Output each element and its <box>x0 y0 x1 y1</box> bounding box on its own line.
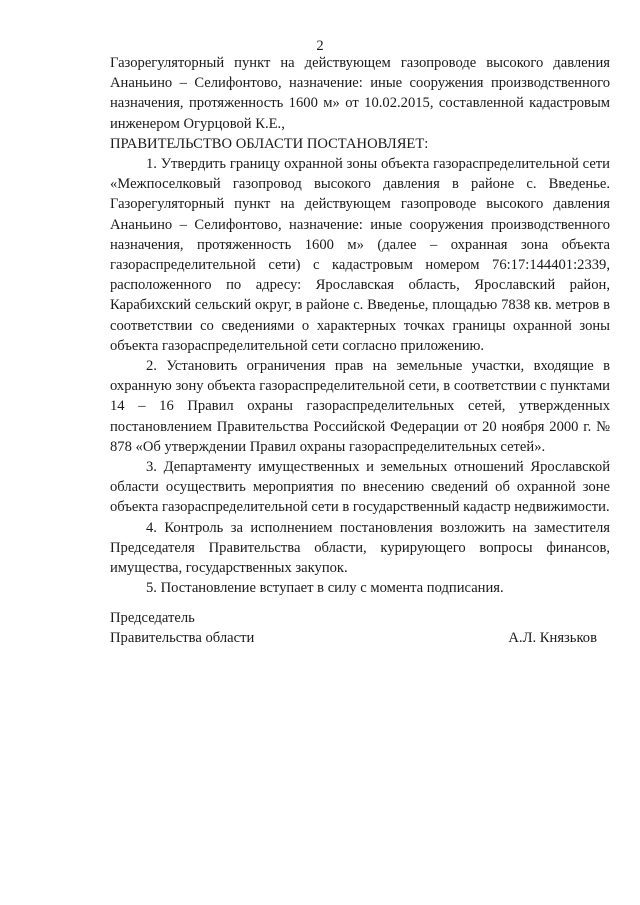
clause-4: 4. Контроль за исполнением постановления возложить на заместителя Председателя Правительства области, курирующего вопросы финансов, имущества, государственных закупок. <box>110 519 610 577</box>
document-body <box>110 53 610 598</box>
signatory-title-line1: Председатель <box>110 610 195 626</box>
clause-5: 5. Постановление вступает в силу с момента подписания. <box>146 580 504 597</box>
clause-1: 1. Утвердить границу охранной зоны объекта газораспределительной сети «Межпоселковый газопровод высокого давления в районе с. Введенье. Газорегуляторный пункт на действующем газопроводе высокого давления Ананьино – Селифонтово, назначение: иные сооружения производственного назначения, протяженность 1600 м» (далее – охранная зона объекта газораспределительной сети) с кадастровым номером 76:17:144401:2339, расположенного по адресу: Ярославская область, Ярославский район, Карабихский сельский округ, в районе с. Введенье, площадью 7838 кв. метров в соответствии со сведениями о характерных точках границы охранной зоны объекта газораспределительной сети согласно приложению. <box>110 156 610 354</box>
clause-3: 3. Департаменту имущественных и земельных отношений Ярославской области осуществить мероприятия по внесению сведений об охранной зоне объекта газораспределительной сети в государственный кадастр недвижимости. <box>110 459 610 516</box>
clause-2: 2. Установить ограничения прав на земельные участки, входящие в охранную зону объекта газораспределительной сети, в соответствии с пунктами 14 – 16 Правил охраны газораспределительных сетей, утвержденных постановлением Правительства Российской Федерации от 20 ноября 2000 г. № 878 «Об утверждении Правил охраны газораспределительных сетей». <box>110 358 610 455</box>
decree-heading: ПРАВИТЕЛЬСТВО ОБЛАСТИ ПОСТАНОВЛЯЕТ: <box>110 135 429 152</box>
signatory-name: А.Л. Князьков <box>508 630 597 647</box>
signatory-title-line2: Правительства области <box>110 630 255 647</box>
signature-block <box>110 608 610 648</box>
page-number: 2 <box>316 38 324 54</box>
intro-paragraph: Газорегуляторный пункт на действующем газопроводе высокого давления Ананьино – Селифонтово, назначение: иные сооружения производственного назначения, протяженность 1600 м» от 10.02.2015, составленной кадастровым инженером Огурцовой К.Е., <box>110 55 610 132</box>
